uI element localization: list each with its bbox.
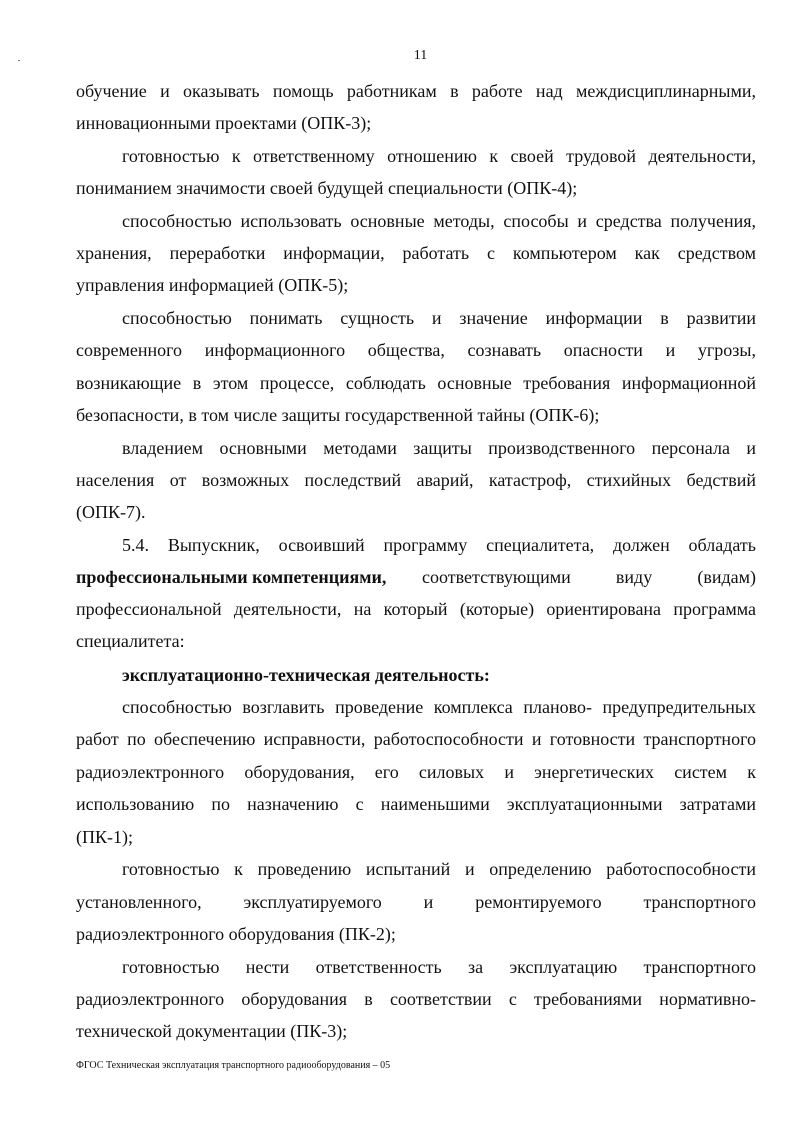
text-line: специалитета: (76, 631, 185, 651)
text-line: готовностью к ответственному отношению к своей трудовой деятельности, (122, 146, 756, 166)
scan-speck (18, 60, 20, 61)
bold-term: профессиональными компетенциями, (76, 567, 387, 587)
text-line: технической документации (ПК-3); (76, 1021, 348, 1041)
text-line: возникающие в этом процессе, соблюдать основные требования информационной (76, 373, 756, 393)
text-line: (ОПК-7). (76, 502, 146, 522)
text-line: работ по обеспечению исправности, работоспособности и готовности транспортного (76, 729, 756, 749)
text-line: хранения, переработки информации, работать с компьютером как средством (76, 243, 756, 263)
text-line: владением основными методами защиты производственного персонала и (122, 438, 756, 458)
text-line: управления информацией (ОПК-5); (76, 275, 349, 295)
text-line: (ПК-1); (76, 827, 133, 847)
text-line: использованию по назначению с наименьшими эксплуатационными затратами (76, 794, 756, 814)
text-line: способностью использовать основные методы, способы и средства получения, (122, 211, 756, 231)
text-line: профессиональной деятельности, на который (которые) ориентирована программа (76, 599, 756, 619)
text-line: установленного, эксплуатируемого и ремонтируемого транспортного (76, 892, 756, 912)
text-line: населения от возможных последствий аварий, катастроф, стихийных бедствий (76, 470, 756, 490)
page-footer: ФГОС Техническая эксплуатация транспортного радиооборудования – 05 (76, 1060, 391, 1071)
text-line: безопасности, в том числе защиты государственной тайны (ОПК-6); (76, 405, 600, 425)
text-line: радиоэлектронного оборудования, его силовых и энергетических систем к (76, 762, 756, 782)
text-line: готовностью нести ответственность за эксплуатацию транспортного (122, 957, 756, 977)
text-line: радиоэлектронного оборудования (ПК-2); (76, 924, 396, 944)
text-line: соответствующими виду (видам) (422, 567, 756, 587)
text-line: инновационными проектами (ОПК-3); (76, 113, 372, 133)
text-line: современного информационного общества, сознавать опасности и угрозы, (76, 340, 756, 360)
text-line: готовностью к проведению испытаний и определению работоспособности (122, 859, 756, 879)
text-line: обучение и оказывать помощь работникам в работе над междисциплинарными, (76, 81, 756, 101)
text-line: 5.4. Выпускник, освоивший программу специалитета, должен обладать (122, 535, 756, 555)
text-line: способностью понимать сущность и значение информации в развитии (122, 308, 756, 328)
text-line: радиоэлектронного оборудования в соответствии с требованиями нормативно- (76, 989, 756, 1009)
page-number: 11 (413, 48, 428, 63)
section-heading: эксплуатационно-техническая деятельность: (122, 665, 490, 685)
text-line: пониманием значимости своей будущей специальности (ОПК-4); (76, 178, 578, 198)
text-line: способностью возглавить проведение комплекса планово- предупредительных (122, 697, 756, 717)
